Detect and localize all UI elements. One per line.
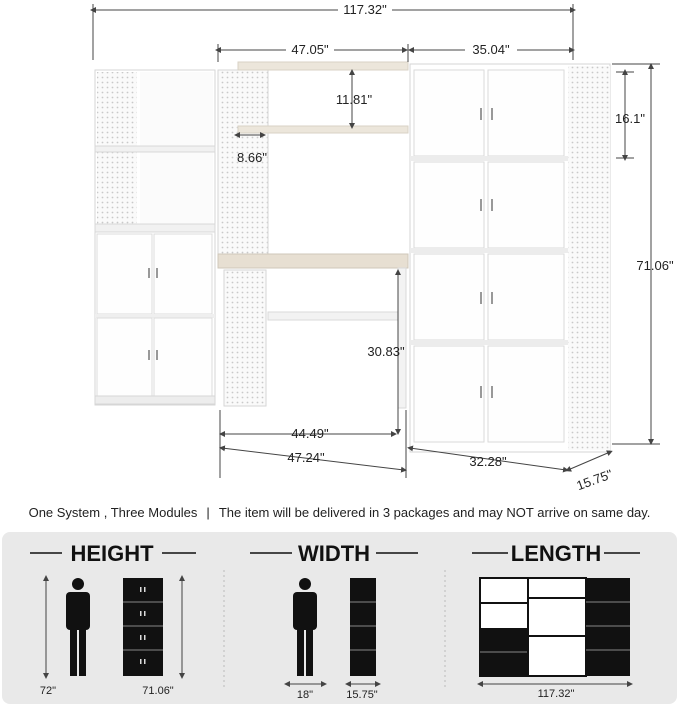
left-bookcase-module xyxy=(95,70,215,405)
narrow-cabinet-icon xyxy=(350,578,376,676)
desk-width-label: 47.24" xyxy=(287,450,325,465)
desk-inner-width-label: 44.49" xyxy=(291,426,329,441)
width-title: WIDTH xyxy=(297,541,371,566)
cabinet-depth-label: 15.75" xyxy=(574,466,615,494)
system-front-icon xyxy=(480,578,630,676)
person-width-label: 18" xyxy=(296,689,314,701)
height-title: HEIGHT xyxy=(70,541,154,566)
cabinet-module-width-label: 35.04" xyxy=(472,42,510,57)
total-length-label: 117.32" xyxy=(537,688,575,700)
caption-left: One System , Three Modules xyxy=(28,505,198,520)
caption-separator: | xyxy=(206,505,210,520)
delivery-caption xyxy=(0,505,679,520)
right-cabinet-module xyxy=(410,64,610,452)
cabinet-width-label: 32.28" xyxy=(469,454,507,469)
overall-width-label: 117.32" xyxy=(343,2,387,17)
person-height-label: 72" xyxy=(39,685,57,697)
cabinet-height-small-label: 71.06" xyxy=(142,685,174,697)
cabinet-width-small-label: 15.75" xyxy=(346,689,378,701)
info-panel xyxy=(2,532,677,704)
shelf-depth-label: 8.66" xyxy=(237,150,267,165)
cabinet-door-height-label: 16.1" xyxy=(615,111,645,126)
tall-cabinet-icon xyxy=(123,578,163,676)
caption-right: The item will be delivered in 3 packages and may NOT arrive on same day. xyxy=(218,505,651,520)
desk-module-width-label: 47.05" xyxy=(291,42,329,57)
desk-height-label: 30.83" xyxy=(367,344,405,359)
shelf-gap-label: 11.81" xyxy=(335,92,373,107)
length-title: LENGTH xyxy=(510,541,602,566)
cabinet-height-label: 71.06" xyxy=(636,258,674,273)
